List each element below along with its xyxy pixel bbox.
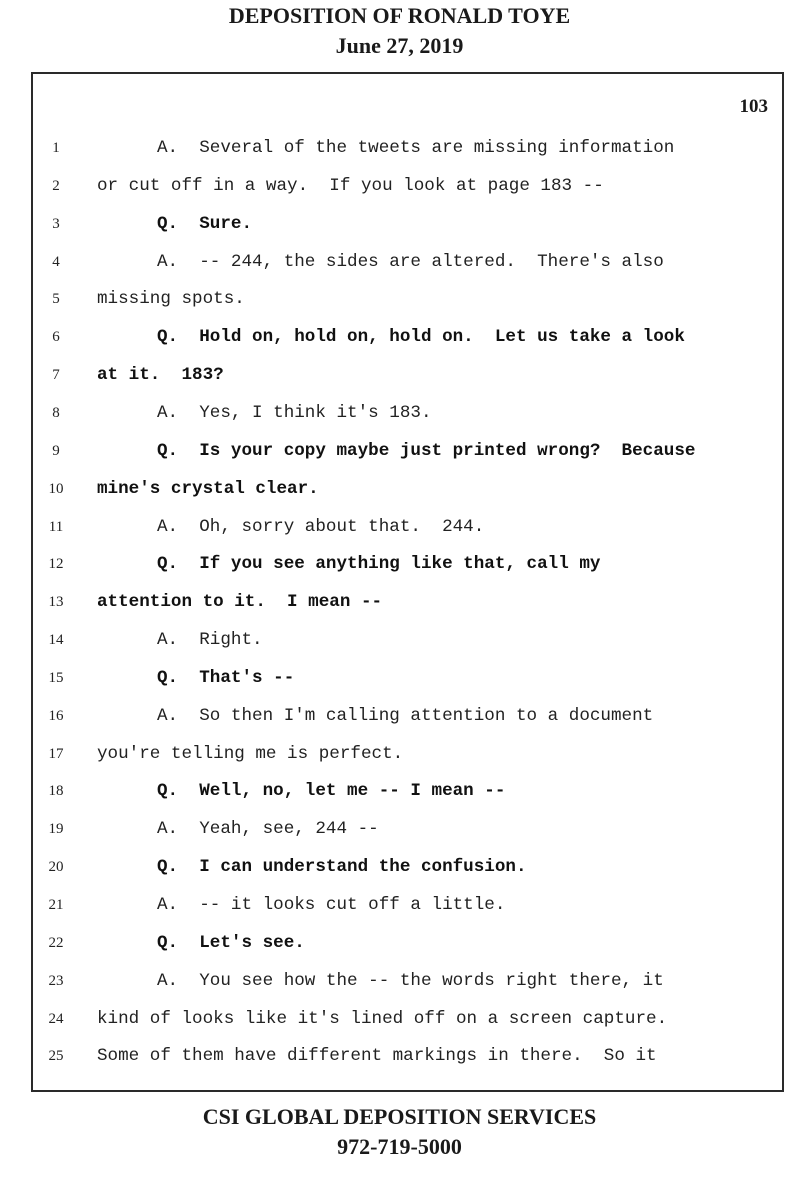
line-number: 10 bbox=[48, 480, 64, 497]
transcript-line bbox=[33, 971, 784, 1009]
transcript-line bbox=[33, 781, 784, 819]
transcript-line bbox=[33, 403, 784, 441]
answer-text: or cut off in a way. If you look at page 183 -- bbox=[97, 175, 604, 196]
answer-text: kind of looks like it's lined off on a screen capture. bbox=[97, 1008, 668, 1029]
transcript-line bbox=[33, 706, 784, 744]
line-number: 7 bbox=[52, 367, 60, 384]
line-number: 16 bbox=[48, 707, 64, 724]
question-text: Q. If you see anything like that, call my bbox=[157, 554, 601, 575]
line-number: 5 bbox=[52, 291, 60, 308]
line-number: 22 bbox=[48, 934, 64, 951]
answer-text: you're telling me is perfect. bbox=[97, 743, 404, 764]
answer-text: A. Several of the tweets are missing information bbox=[157, 138, 675, 158]
transcript-line bbox=[33, 554, 784, 592]
answer-text: missing spots. bbox=[97, 289, 245, 310]
line-number: 18 bbox=[48, 783, 64, 800]
line-number: 20 bbox=[48, 859, 64, 876]
transcript-line bbox=[33, 365, 784, 403]
line-number: 25 bbox=[48, 1048, 64, 1065]
transcript-line bbox=[33, 441, 784, 479]
line-number: 4 bbox=[52, 253, 60, 270]
transcript-line bbox=[33, 517, 784, 555]
line-number: 3 bbox=[52, 215, 60, 232]
deposition-title: DEPOSITION OF RONALD TOYE bbox=[228, 3, 571, 28]
answer-text: A. Yeah, see, 244 -- bbox=[157, 819, 379, 840]
answer-text: A. You see how the -- the words right there, it bbox=[157, 970, 664, 991]
answer-text: A. Oh, sorry about that. 244. bbox=[157, 516, 485, 537]
transcript-line bbox=[33, 252, 784, 290]
transcript-line bbox=[33, 327, 784, 365]
line-number: 13 bbox=[48, 594, 64, 611]
answer-text: A. So then I'm calling attention to a document bbox=[157, 705, 654, 726]
line-number: 1 bbox=[52, 140, 60, 156]
answer-text: A. Yes, I think it's 183. bbox=[157, 402, 432, 423]
transcript-line bbox=[33, 1046, 784, 1084]
reporter-phone: 972-719-5000 bbox=[337, 1134, 462, 1159]
transcript-line bbox=[33, 138, 784, 176]
transcript-line bbox=[33, 933, 784, 971]
line-number: 17 bbox=[48, 745, 64, 762]
transcript-line bbox=[33, 819, 784, 857]
transcript-line bbox=[33, 479, 784, 517]
question-text: mine's crystal clear. bbox=[97, 478, 319, 499]
question-text: Q. I can understand the confusion. bbox=[157, 857, 527, 878]
answer-text: Some of them have different markings in there. So it bbox=[97, 1046, 657, 1067]
line-number: 21 bbox=[48, 897, 64, 913]
transcript-page bbox=[31, 72, 784, 1092]
question-text: Q. Well, no, let me -- I mean -- bbox=[157, 781, 506, 802]
transcript-line bbox=[33, 1009, 784, 1047]
line-number: 11 bbox=[48, 518, 64, 535]
transcript-line bbox=[33, 744, 784, 782]
question-text: Q. Sure. bbox=[157, 213, 253, 234]
question-text: Q. Hold on, hold on, hold on. Let us take a look bbox=[157, 327, 685, 348]
question-text: Q. Let's see. bbox=[157, 932, 305, 953]
transcript-line bbox=[33, 176, 784, 214]
line-number: 2 bbox=[52, 177, 60, 194]
page-number: 103 bbox=[739, 96, 768, 117]
line-number: 23 bbox=[48, 972, 64, 989]
transcript-line bbox=[33, 630, 784, 668]
transcript-line bbox=[33, 895, 784, 933]
answer-text: A. -- it looks cut off a little. bbox=[157, 895, 506, 915]
line-number: 15 bbox=[48, 669, 64, 686]
line-number: 24 bbox=[48, 1010, 64, 1027]
line-number: 14 bbox=[48, 632, 64, 649]
question-text: attention to it. I mean -- bbox=[97, 592, 383, 613]
question-text: Q. That's -- bbox=[157, 667, 295, 688]
line-number: 8 bbox=[52, 404, 60, 421]
answer-text: A. Right. bbox=[157, 630, 263, 651]
question-text: Q. Is your copy maybe just printed wrong? Because bbox=[157, 440, 696, 461]
deposition-date: June 27, 2019 bbox=[335, 33, 464, 58]
transcript-line bbox=[33, 214, 784, 252]
line-number: 9 bbox=[52, 442, 60, 459]
question-text: at it. 183? bbox=[97, 365, 224, 386]
transcript-line bbox=[33, 289, 784, 327]
reporter-company: CSI GLOBAL DEPOSITION SERVICES bbox=[202, 1104, 597, 1129]
transcript-line bbox=[33, 592, 784, 630]
line-number: 19 bbox=[48, 821, 64, 838]
transcript-line bbox=[33, 857, 784, 895]
line-number: 6 bbox=[52, 329, 60, 346]
answer-text: A. -- 244, the sides are altered. There's also bbox=[157, 251, 664, 272]
transcript-line bbox=[33, 668, 784, 706]
line-number: 12 bbox=[48, 556, 64, 573]
